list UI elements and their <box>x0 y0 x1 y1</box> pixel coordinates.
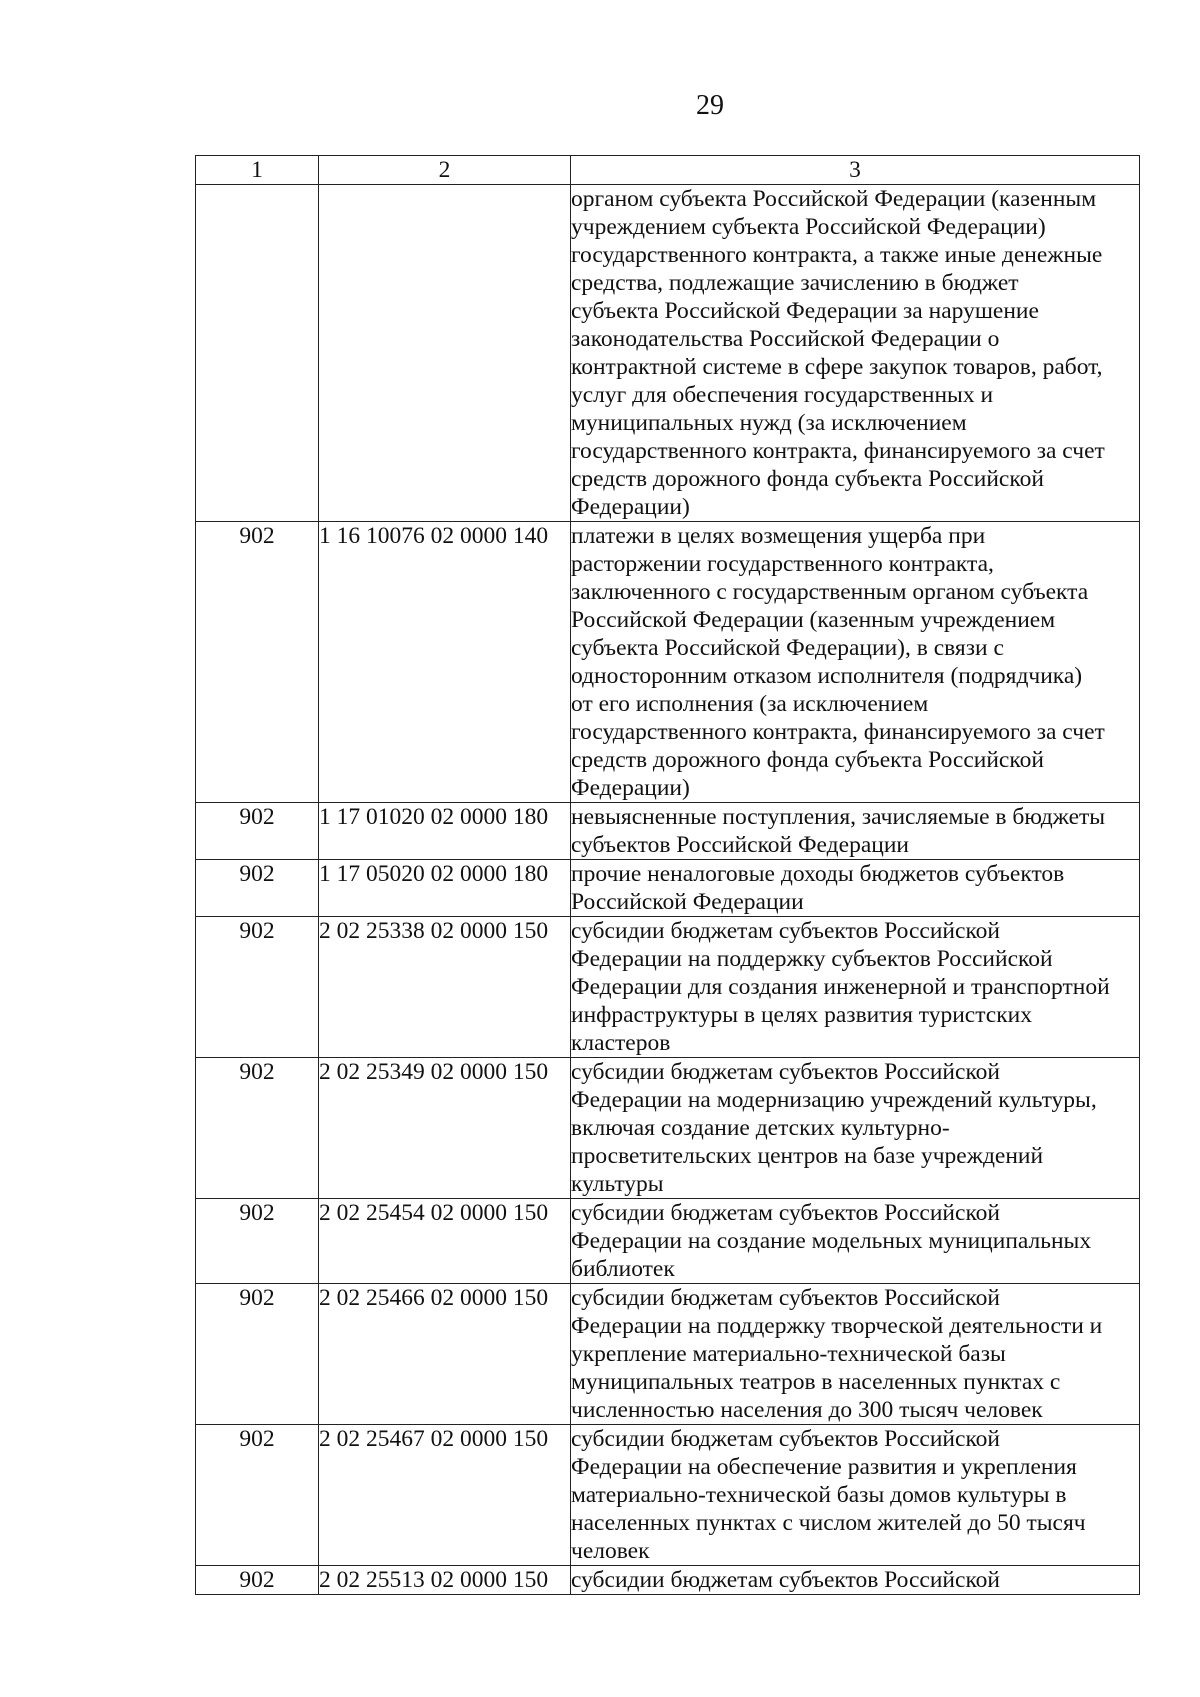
revenue-name-line: субсидии бюджетам субъектов Российской <box>571 918 1000 944</box>
revenue-name-line: государственного контракта, финансируемого за счет <box>571 719 1105 745</box>
revenue-code-cell: 2 02 25454 02 0000 150 <box>319 1199 571 1284</box>
revenue-name-cell <box>571 522 1140 803</box>
revenue-code-cell: 1 17 05020 02 0000 180 <box>319 860 571 917</box>
revenue-name-line: Федерации для создания инженерной и транспортной <box>571 974 1110 1000</box>
admin-code-cell: 902 <box>196 522 319 803</box>
table-row <box>196 522 1140 803</box>
revenue-name-line: органом субъекта Российской Федерации (казенным <box>571 186 1097 212</box>
revenue-name-line: Федерации на обеспечение развития и укрепления <box>571 1454 1077 1480</box>
revenue-name-line: от его исполнения (за исключением <box>571 691 929 717</box>
revenue-name-cell <box>571 1284 1140 1425</box>
revenue-code-cell <box>319 185 571 522</box>
revenue-name-cell <box>571 917 1140 1058</box>
column-header-3: 3 <box>571 156 1140 185</box>
table-row <box>196 860 1140 917</box>
revenue-code-cell: 2 02 25513 02 0000 150 <box>319 1566 571 1595</box>
revenue-name-cell <box>571 185 1140 522</box>
revenue-code-cell: 1 17 01020 02 0000 180 <box>319 803 571 860</box>
revenue-name-line: Федерации на модернизацию учреждений культуры, <box>571 1087 1097 1113</box>
revenue-name-line: населенных пунктах с числом жителей до 50 тысяч <box>571 1510 1086 1536</box>
admin-code-cell: 902 <box>196 860 319 917</box>
admin-code-cell: 902 <box>196 1058 319 1199</box>
revenue-name-cell <box>571 1199 1140 1284</box>
admin-code-cell: 902 <box>196 917 319 1058</box>
revenue-name-line: муниципальных нужд (за исключением <box>571 410 967 436</box>
revenue-name-line: муниципальных театров в населенных пунктах с <box>571 1369 1061 1395</box>
revenue-name-line: законодательства Российской Федерации о <box>571 326 1000 352</box>
revenue-name-line: субъекта Российской Федерации за нарушение <box>571 298 1039 324</box>
revenue-name-line: укрепление материально-технической базы <box>571 1341 1006 1367</box>
revenue-name-line: материально-технической базы домов культуры в <box>571 1482 1067 1508</box>
revenue-name-line: библиотек <box>571 1256 675 1282</box>
revenue-name-line: кластеров <box>571 1030 671 1056</box>
revenue-name-cell <box>571 1566 1140 1595</box>
revenue-name-line: численностью населения до 300 тысяч человек <box>571 1397 1043 1423</box>
admin-code-cell: 902 <box>196 1425 319 1566</box>
table-row <box>196 1425 1140 1566</box>
revenue-name-line: услуг для обеспечения государственных и <box>571 382 994 408</box>
revenue-name-line: средства, подлежащие зачислению в бюджет <box>571 270 1019 296</box>
revenue-name-line: односторонним отказом исполнителя (подрядчика) <box>571 663 1083 689</box>
revenue-name-line: контрактной системе в сфере закупок товаров, работ, <box>571 354 1103 380</box>
revenue-name-line: платежи в целях возмещения ущерба при <box>571 523 986 549</box>
revenue-name-line: субъектов Российской Федерации <box>571 832 909 858</box>
revenue-name-cell <box>571 860 1140 917</box>
revenue-name-line: расторжении государственного контракта, <box>571 551 994 577</box>
revenue-name-line: Федерации на поддержку творческой деятельности и <box>571 1313 1103 1339</box>
revenue-name-cell <box>571 1425 1140 1566</box>
admin-code-cell: 902 <box>196 1284 319 1425</box>
admin-code-cell <box>196 185 319 522</box>
table-row <box>196 185 1140 522</box>
admin-code-cell: 902 <box>196 1199 319 1284</box>
table-row <box>196 1284 1140 1425</box>
revenue-name-line: культуры <box>571 1171 664 1197</box>
revenue-name-line: просветительских центров на базе учреждений <box>571 1143 1044 1169</box>
revenue-name-line: невыясненные поступления, зачисляемые в бюджеты <box>571 804 1106 830</box>
revenue-name-line: включая создание детских культурно- <box>571 1115 950 1141</box>
revenue-name-line: субсидии бюджетам субъектов Российской <box>571 1567 1000 1593</box>
revenue-name-line: Федерации на создание модельных муниципальных <box>571 1228 1092 1254</box>
revenue-codes-table <box>195 155 1140 1595</box>
page-number: 29 <box>696 90 724 121</box>
revenue-name-line: субсидии бюджетам субъектов Российской <box>571 1285 1000 1311</box>
revenue-name-line: заключенного с государственным органом субъекта <box>571 579 1089 605</box>
table-row <box>196 1566 1140 1595</box>
revenue-name-line: субсидии бюджетам субъектов Российской <box>571 1059 1000 1085</box>
revenue-name-line: государственного контракта, а также иные денежные <box>571 242 1103 268</box>
revenue-name-cell <box>571 1058 1140 1199</box>
revenue-name-line: субсидии бюджетам субъектов Российской <box>571 1200 1000 1226</box>
revenue-name-line: субъекта Российской Федерации), в связи с <box>571 635 1004 661</box>
revenue-name-line: учреждением субъекта Российской Федерации) <box>571 214 1046 240</box>
revenue-code-cell: 1 16 10076 02 0000 140 <box>319 522 571 803</box>
revenue-name-line: человек <box>571 1538 650 1564</box>
table-row <box>196 1199 1140 1284</box>
revenue-name-cell <box>571 803 1140 860</box>
table-row <box>196 917 1140 1058</box>
revenue-code-cell: 2 02 25466 02 0000 150 <box>319 1284 571 1425</box>
revenue-name-line: Федерации на поддержку субъектов Российской <box>571 946 1053 972</box>
table-body <box>196 185 1140 1595</box>
admin-code-cell: 902 <box>196 1566 319 1595</box>
revenue-name-line: Федерации) <box>571 494 690 520</box>
column-header-2: 2 <box>319 156 571 185</box>
revenue-name-line: инфраструктуры в целях развития туристских <box>571 1002 1032 1028</box>
revenue-code-cell: 2 02 25338 02 0000 150 <box>319 917 571 1058</box>
revenue-code-cell: 2 02 25349 02 0000 150 <box>319 1058 571 1199</box>
table-header-row <box>196 156 1140 185</box>
revenue-name-line: государственного контракта, финансируемого за счет <box>571 438 1105 464</box>
table-row <box>196 1058 1140 1199</box>
revenue-name-line: прочие неналоговые доходы бюджетов субъектов <box>571 861 1065 887</box>
revenue-name-line: средств дорожного фонда субъекта Российской <box>571 466 1044 492</box>
table-row <box>196 803 1140 860</box>
revenue-name-line: Российской Федерации (казенным учреждением <box>571 607 1056 633</box>
revenue-name-line: субсидии бюджетам субъектов Российской <box>571 1426 1000 1452</box>
revenue-name-line: Федерации) <box>571 775 690 801</box>
column-header-1: 1 <box>196 156 319 185</box>
revenue-name-line: Российской Федерации <box>571 889 804 915</box>
revenue-name-line: средств дорожного фонда субъекта Российской <box>571 747 1044 773</box>
revenue-code-cell: 2 02 25467 02 0000 150 <box>319 1425 571 1566</box>
admin-code-cell: 902 <box>196 803 319 860</box>
